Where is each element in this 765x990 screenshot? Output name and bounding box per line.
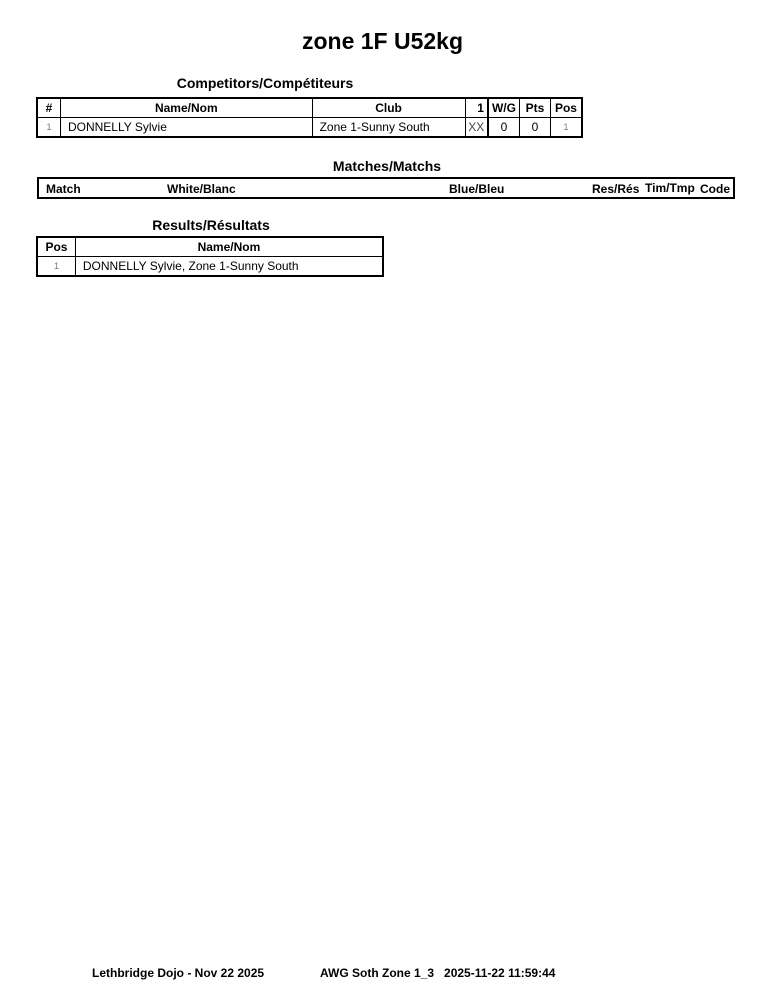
result-position: 1 (38, 257, 76, 276)
competitor-position: 1 (550, 118, 581, 137)
col-code: Code (700, 182, 730, 196)
result-name: DONNELLY Sylvie, Zone 1-Sunny South (75, 257, 382, 276)
col-wins: W/G (488, 99, 520, 118)
competitor-club: Zone 1-Sunny South (312, 118, 465, 137)
col-position: Pos (550, 99, 581, 118)
col-result-name: Name/Nom (75, 238, 382, 257)
competitor-points: 0 (519, 118, 550, 137)
footer-venue: Lethbridge Dojo - Nov 22 2025 (92, 966, 265, 980)
competitor-name: DONNELLY Sylvie (60, 118, 312, 137)
col-number: # (38, 99, 61, 118)
competitors-table (37, 98, 582, 137)
competitors-header-row (38, 99, 582, 118)
col-result-position: Pos (38, 238, 76, 257)
competitors-heading: Competitors/Compétiteurs (176, 75, 354, 91)
matches-heading: Matches/Matchs (332, 158, 442, 174)
col-blue: Blue/Bleu (449, 182, 505, 196)
competitor-self-cell: XX (465, 118, 488, 137)
col-club: Club (312, 99, 465, 118)
table-row (38, 118, 582, 137)
col-white: White/Blanc (167, 182, 236, 196)
col-name: Name/Nom (60, 99, 312, 118)
matches-header-row (37, 177, 735, 199)
competitor-number: 1 (38, 118, 61, 137)
results-table (37, 237, 383, 276)
page-title: zone 1F U52kg (301, 28, 464, 54)
results-header-row (38, 238, 383, 257)
footer-event-timestamp: AWG Soth Zone 1_3 2025-11-22 11:59:44 (320, 966, 556, 980)
results-heading: Results/Résultats (152, 217, 270, 233)
table-row (38, 257, 383, 276)
col-points: Pts (519, 99, 550, 118)
col-time: Tim/Tmp (645, 181, 695, 195)
col-match: Match (46, 182, 81, 196)
competitor-wins: 0 (488, 118, 520, 137)
col-round-1: 1 (465, 99, 488, 118)
col-result: Res/Rés (592, 182, 640, 196)
